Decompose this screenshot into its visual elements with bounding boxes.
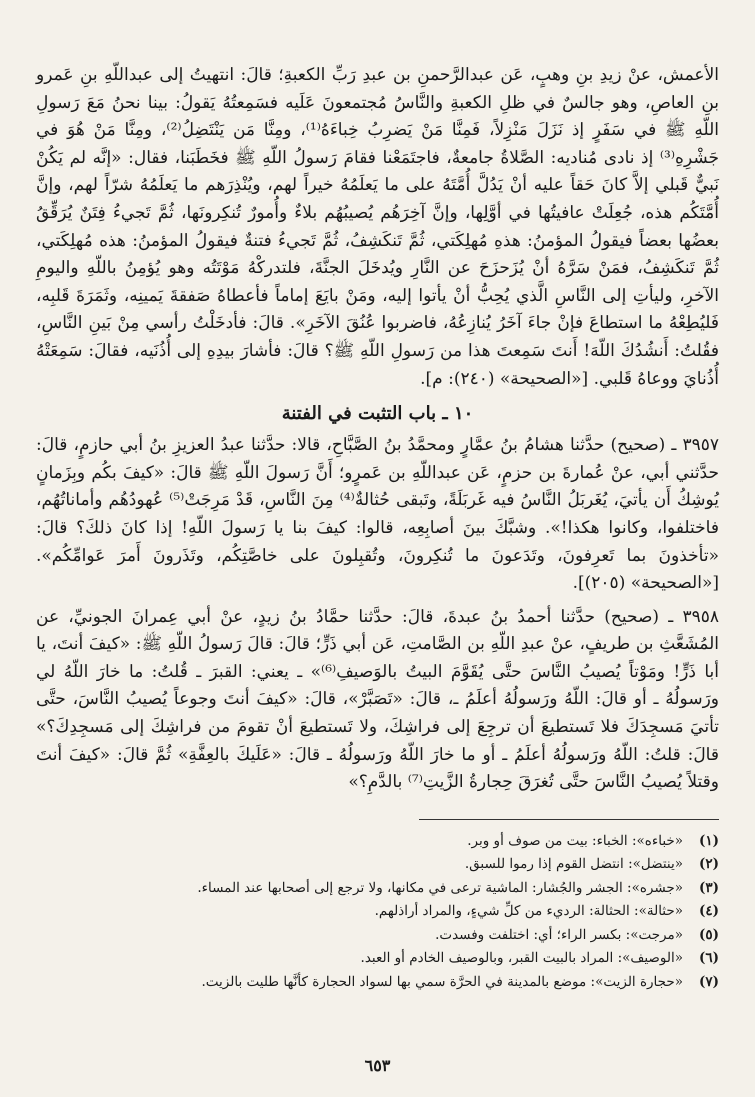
page-number: ٦٥٣ xyxy=(364,1056,391,1075)
footnote-item xyxy=(36,924,719,948)
footnote-item xyxy=(36,900,719,924)
main-text xyxy=(36,62,719,797)
footnote-number: (٢) xyxy=(698,856,719,873)
footnote-text: «حثالة»: الحثالة: الرديء من كلِّ شيءٍ، والمراد أراذلهم. xyxy=(374,903,683,920)
footnote-text: «الوصيف»: المراد بالبيت القبر، وبالوصيف الخادم أو العبد. xyxy=(360,950,683,967)
footnote-text: «خباءه»: الخباء: بيت من صوف أو وبر. xyxy=(467,832,683,849)
footnote-number: (٣) xyxy=(698,879,719,896)
footnote-item xyxy=(36,830,719,854)
chapter-title: ١٠ ـ باب التثبت في الفتنة xyxy=(281,403,474,425)
footnote-text: «حجارة الزيت»: موضع بالمدينة في الحرَّة سمي بها لسواد الحجارة كأنَّها طليت بالزيت. xyxy=(201,973,683,990)
footnote-number: (٦) xyxy=(698,950,719,967)
footnotes-list xyxy=(36,830,719,995)
footnote-item xyxy=(36,853,719,877)
footnote-divider xyxy=(419,819,719,820)
footnote-item xyxy=(36,971,719,995)
hadith-3958: ٣٩٥٨ ـ (صحيح) حدَّثنا أحمدُ بنُ عبدةَ، قالَ: حدَّثنا حمَّادُ بنُ زيدٍ، عنْ أبي عِمرانَ الجونيِّ، عن المُشَعَّثِ بن طريفٍ، عنْ عبدِ اللّهِ بن الصَّامتِ، عَن أبي ذَرٍّ؛ قالَ: قالَ رَسولُ اللّهِ ﷺ: «كيفَ أنتَ، يا أبا ذَرٍّ! ومَوْتاً يُصيبُ النَّاسَ حتَّى يُقَوَّمَ البيتُ بالوَصيفِ⁽⁶⁾» ـ يعني: القبرَ ـ قُلتُ: ما خارَ اللّهُ لي ورَسولُهُ ـ أو قالَ: اللّهُ ورَسولُهُ أعلَمُ ـ، قالَ: «تَصَبَّرْ»، قالَ: «كيفَ أنتَ وجوعاً يُصيبُ النَّاسَ، حتَّى تأتيَ مَسجِدَكَ فلا تَستطيعَ أن ترجِعَ إلى فراشِكَ، ولا تَستطيعَ أنْ تقومَ من فراشِكَ إلى مَسجِدِكَ؟» قالَ: قلتُ: اللّهُ ورَسولُهُ أعلَمُ ـ أو ما خارَ اللّهُ ورَسولُهُ ـ قالَ: «عَلَيكَ بالعِفَّةِ» ثُمَّ قالَ: «كيفَ أنتَ وقتلاً يُصيبُ النَّاسَ حتَّى تُغرَقَ حِجارةُ الزَّيتِ⁽⁷⁾ بالدَّمِ؟» xyxy=(36,606,719,793)
footnote-text: «ينتضل»: انتضل القوم إذا رموا للسبق. xyxy=(464,856,683,873)
footnote-text: «جشره»: الجشر والجُشار: الماشية ترعى في مكانها، ولا ترجع إلى أصحابها عند المساء. xyxy=(197,879,683,896)
footnote-number: (٥) xyxy=(698,926,719,943)
footnote-text: «مرجت»: بكسر الراء؛ أي: اختلفت وفسدت. xyxy=(435,926,683,943)
footnote-number: (٧) xyxy=(698,973,719,990)
hadith-continuation-paragraph: الأعمش، عنْ زيدِ بنِ وهبٍ، عَن عبدالرَّحمنِ بن عبدِ رَبِّ الكعبةِ؛ قالَ: انتهيتُ إلى عبداللّهِ بنِ عَمرو بنِ العاصِ، وهو جالسٌ في ظلِ الكعبةِ والنَّاسُ مُجتمعونَ عَلَيه فسَمِعتُهُ يَقولُ: بينا نحنُ مَعَ رَسولِ اللّهِ ﷺ في سَفَرٍ إذ نَزَلَ مَنْزِلاً، فَمِنَّا مَنْ يَضرِبُ خِباءَهُ⁽¹⁾، ومِنَّا مَن يَنْتَضِلُ⁽²⁾، ومِنَّا مَنْ هُوَ في جَشْرِهِ⁽³⁾ إذ نادى مُناديه: الصَّلاةُ جامعةٌ، فاجتَمَعْنا فقامَ رَسولُ اللّهِ ﷺ فخَطَبَنا، فقال: «إنَّه لم يَكُنْ نَبيٌّ قَبلي إلاَّ كانَ حَقاً عليه أنْ يَدُلَّ أُمَّتَهُ على ما يَعلَمُهُ خيراً لهم، ويُنْذِرَهم ما يَعلَمُهُ شرّاً لهم، وإنَّ أُمَّتَكُم هذه، جُعِلَتْ عافيتُها في أوَّلِها، وإنَّ آخِرَهُم يُصيبُهُم بلاءٌ وأُمورٌ تُنكِرونَها، ثُمَّ تَجيءُ فِتَنٌ يُرَقِّقُ بعضُها بعضاً فيقولُ المؤمنُ: هذهِ مُهلِكَتي، ثُمَّ تَنكَشِفُ، ثُمَّ تَجيءُ فتنةٌ فيقولُ المؤمنُ: هذه مُهلِكَتي، ثُمَّ تَنكَشِفُ، فمَنْ سَرَّهُ أنْ يُزَحزَحَ عن النَّارِ ويُدخَلَ الجنَّةَ، فلتدركْهُ مَوْتَتُه وهو يُؤمِنُ باللّهِ واليومِ الآخرِ، وليأتِ إلى النَّاسِ الَّذي يُحِبُّ أنْ يأتوا إليه، ومَنْ بايَعَ إماماً فأعطاهُ صَفقةَ يَمينِه، وثَمَرَةَ قَلبِه، فَليُطِعْهُ ما استطاعَ فإنْ جاءَ آخَرُ يُنازِعُهُ، فاضربوا عُنُقَ الآخَرِ». قالَ: فأدخَلْتُ رأسي مِنْ بَينِ النَّاسِ، فقُلتُ: أَنشُدُكَ اللّهَ! أَنتَ سَمِعتَ هذا من رَسولِ اللّهِ ﷺ؟ قالَ: فأشارَ بيدِهِ إلى أُذُنَيه، فقالَ: سَمِعَتْهُ أُذُنايَ ووعاهُ قَلبي. [«الصحيحة» (٢٤٠): م]. xyxy=(36,65,719,389)
footnote-number: (١) xyxy=(698,832,719,849)
hadith-3957: ٣٩٥٧ ـ (صحيح) حدَّثنا هشامُ بنُ عمَّارٍ ومحمَّدُ بنُ الصَّبَّاحِ، قالا: حدَّثنا عبدُ العزيزِ بنُ أبي حازمٍ، قالَ: حدَّثني أبي، عنْ عُمارةَ بن حزمٍ، عَن عبداللّهِ بن عَمرٍو؛ أَنَّ رَسولَ اللّهِ ﷺ قالَ: «كيفَ بكُم وبِزَمانٍ يُوشِكُ أَن يأتيَ، يُغَربَلُ النَّاسُ فيه غَربَلَةً، وتَبقى حُثالةٌ⁽⁴⁾ مِنَ النَّاسِ، قَدْ مَرِجَتْ⁽⁵⁾ عُهودُهُم وأماناتُهُم، فاختلفوا، وكانوا هكذا!». وشبَّكَ بينَ أصابِعِه، قالوا: كيفَ بنا يا رَسولَ اللّهِ! إذا كانَ ذلكَ؟ قالَ: «تأخذونَ بما تَعرِفونَ، وتَدَعونَ ما تُنكِرونَ، وتُقبِلونَ على خاصَّتِكُم، وتَذَرونَ أَمرَ عَوامِّكُم». [«الصحيحة» (٢٠٥)]. xyxy=(36,435,720,594)
footnote-number: (٤) xyxy=(698,903,719,920)
footnote-item xyxy=(36,877,719,901)
footnote-item xyxy=(36,947,719,971)
